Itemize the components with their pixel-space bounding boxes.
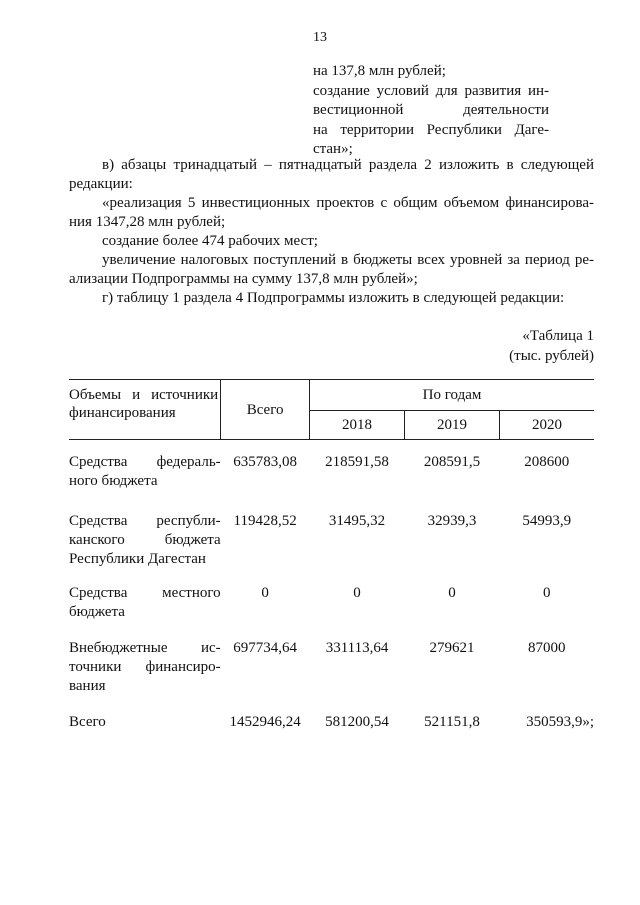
cell-value: 87000	[528, 640, 566, 656]
text-line: стан»;	[313, 141, 353, 157]
cell-value: 208591,5	[423, 454, 481, 470]
column-header-years: По годам	[310, 380, 594, 411]
column-header-year: 2020	[500, 411, 595, 440]
column-header-total: Всего	[221, 380, 310, 440]
paragraph-line: «реализация 5 инвестиционных проектов с общим объемом финансирова-	[102, 195, 594, 211]
cell-value: 521151,8	[424, 714, 480, 730]
table-row	[69, 622, 594, 696]
cell-value: 218591,58	[325, 454, 389, 470]
paragraph-line: в) абзацы тринадцатый – пятнадцатый раздела 2 изложить в следующей	[102, 157, 594, 173]
text-line: на территории Республики Даге-	[313, 122, 549, 138]
cell-total: 635783,08	[233, 454, 297, 470]
table-row	[69, 569, 594, 622]
page-number: 13	[313, 30, 327, 45]
paragraph-line: ализации Подпрограммы на сумму 137,8 млн рублей»;	[69, 271, 418, 287]
paragraph-line: редакции:	[69, 176, 133, 192]
cell-value: 331113,64	[325, 640, 389, 656]
paragraph-line: г) таблицу 1 раздела 4 Подпрограммы изложить в следующей редакции:	[102, 290, 565, 306]
table-row	[69, 491, 594, 569]
table-caption-title: «Таблица 1	[522, 328, 594, 344]
cell-value: 0	[448, 585, 456, 601]
cell-value: 31495,32	[328, 513, 386, 529]
column-header-year: 2018	[310, 411, 405, 440]
cell-value: 350593,9»;	[526, 714, 594, 730]
table-caption	[509, 326, 594, 366]
row-label: Всего	[69, 714, 106, 730]
table-row	[69, 440, 594, 492]
paragraph-line: ния 1347,28 млн рублей;	[69, 214, 226, 230]
row-label: Внебюджетные ис- точники финансиро- вания	[69, 640, 221, 694]
cell-value: 581200,54	[325, 714, 389, 730]
cell-value: 32939,3	[427, 513, 477, 529]
row-label: Средства местного бюджета	[69, 585, 221, 620]
cell-total: 0	[261, 585, 269, 601]
text-line: создание условий для развития ин-	[313, 83, 549, 99]
table-caption-units: (тыс. рублей)	[509, 348, 594, 364]
row-label: Средства федераль- ного бюджета	[69, 454, 221, 489]
cell-value: 279621	[429, 640, 475, 656]
cell-value: 0	[353, 585, 361, 601]
text-line-split	[313, 100, 549, 120]
cell-total: 697734,64	[233, 640, 297, 656]
cell-value: 0	[543, 585, 551, 601]
cell-total: 119428,52	[233, 513, 297, 529]
text-word: вестиционной	[313, 102, 404, 118]
financing-table	[69, 379, 594, 732]
paragraph-line: создание более 474 рабочих мест;	[102, 233, 318, 249]
table-row-total	[69, 696, 594, 732]
cell-value: 54993,9	[522, 513, 572, 529]
text-line: на 137,8 млн рублей;	[313, 63, 446, 79]
cell-total: 1452946,24	[229, 714, 301, 730]
row-label: Средства республи- канского бюджета Республики Дагестан	[69, 513, 221, 567]
text-word: деятельности	[463, 102, 549, 118]
cell-value: 208600	[524, 454, 570, 470]
column-header-source: Объемы и источники финансирования	[69, 380, 221, 440]
paragraph-line: увеличение налоговых поступлений в бюджеты всех уровней за период ре-	[102, 252, 594, 268]
column-header-year: 2019	[405, 411, 500, 440]
